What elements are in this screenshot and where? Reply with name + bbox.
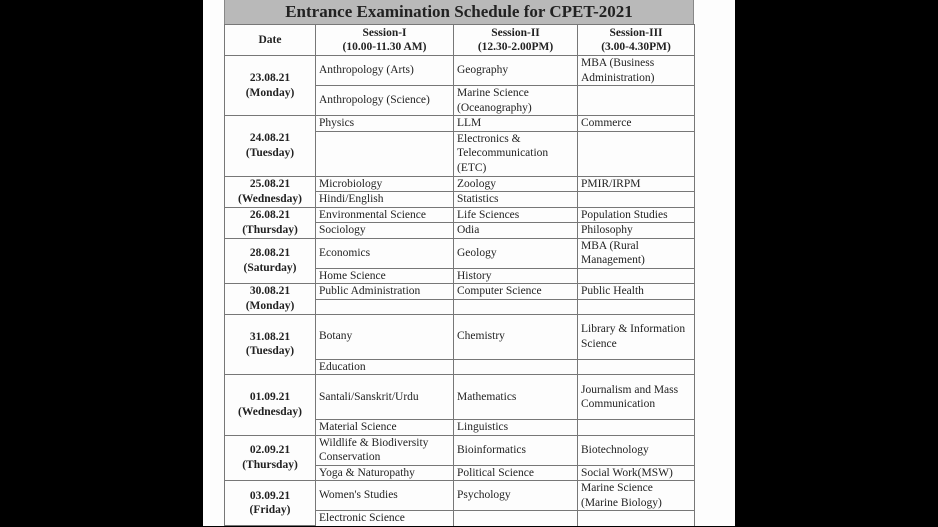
subject-cell-session-3: [578, 192, 695, 208]
date-cell: [225, 176, 316, 207]
exam-date: 02.09.21: [249, 444, 291, 457]
subject-cell-session-1: [316, 131, 454, 176]
header-session-2: [454, 25, 578, 56]
subject-cell-session-1: Santali/Sanskrit/Urdu: [316, 375, 454, 420]
table-row: [225, 314, 695, 359]
exam-weekday: (Monday): [245, 86, 295, 99]
subject-cell-session-2: LLM: [454, 116, 578, 132]
subject-cell-session-3: Social Work(MSW): [578, 465, 695, 481]
date-cell: [225, 284, 316, 315]
date-cell: [225, 481, 316, 526]
subject-cell-session-3: MBA (Rural Management): [578, 238, 695, 268]
subject-cell-session-3: Journalism and Mass Communication: [578, 375, 695, 420]
subject-cell-session-2: Statistics: [454, 192, 578, 208]
session-3-name: Session-III: [609, 27, 663, 39]
subject-cell-session-1: Microbiology: [316, 176, 454, 192]
subject-cell-session-1: Women's Studies: [316, 481, 454, 511]
table-row: [225, 375, 695, 420]
subject-cell-session-2: History: [454, 268, 578, 284]
exam-date: 26.08.21: [249, 209, 291, 221]
subject-cell-session-2: Electronics & Telecommunication (ETC): [454, 131, 578, 176]
table-row: [225, 238, 695, 268]
date-cell: [225, 435, 316, 481]
subject-cell-session-3: PMIR/IRPM: [578, 176, 695, 192]
subject-cell-session-1: Home Science: [316, 268, 454, 284]
exam-date: 30.08.21: [249, 285, 291, 298]
subject-cell-session-2: Marine Science (Oceanography): [454, 86, 578, 116]
subject-cell-session-3: MBA (Business Administration): [578, 56, 695, 86]
subject-cell-session-3: [578, 268, 695, 284]
subject-cell-session-1: Material Science: [316, 420, 454, 436]
subject-cell-session-1: Economics: [316, 238, 454, 268]
header-session-3: [578, 25, 695, 56]
subject-cell-session-3: Public Health: [578, 284, 695, 300]
subject-cell-session-3: Biotechnology: [578, 435, 695, 465]
header-date: Date: [225, 25, 316, 56]
exam-date: 31.08.21: [249, 330, 291, 343]
date-cell: [225, 238, 316, 284]
subject-cell-session-3: Philosophy: [578, 223, 695, 239]
subject-cell-session-2: [454, 359, 578, 375]
date-cell: [225, 314, 316, 375]
exam-date: 24.08.21: [249, 132, 291, 145]
subject-cell-session-2: Linguistics: [454, 420, 578, 436]
subject-cell-session-3: [578, 420, 695, 436]
document-page: [203, 0, 735, 526]
exam-date: 23.08.21: [249, 72, 291, 84]
subject-cell-session-3: [578, 131, 695, 176]
subject-cell-session-1: Environmental Science: [316, 207, 454, 223]
subject-cell-session-1: Public Administration: [316, 284, 454, 300]
subject-cell-session-1: Physics: [316, 116, 454, 132]
schedule-table: [224, 24, 695, 526]
session-2-time: (12.30-2.00PM): [477, 41, 554, 53]
subject-cell-session-2: Bioinformatics: [454, 435, 578, 465]
exam-weekday: (Wednesday): [238, 192, 302, 205]
subject-cell-session-2: Geography: [454, 56, 578, 86]
subject-cell-session-1: Hindi/English: [316, 192, 454, 208]
subject-cell-session-2: Geology: [454, 238, 578, 268]
exam-date: 28.08.21: [249, 247, 291, 260]
exam-weekday: (Monday): [245, 299, 295, 312]
exam-weekday: (Tuesday): [245, 146, 295, 159]
subject-cell-session-2: Psychology: [454, 481, 578, 511]
session-1-name: Session-I: [362, 27, 407, 39]
subject-cell-session-3: [578, 86, 695, 116]
table-row: [225, 435, 695, 465]
subject-cell-session-3: Library & Information Science: [578, 314, 695, 359]
subject-cell-session-2: Zoology: [454, 176, 578, 192]
exam-weekday: (Wednesday): [238, 405, 302, 418]
subject-cell-session-2: Chemistry: [454, 314, 578, 359]
subject-cell-session-2: Political Science: [454, 465, 578, 481]
subject-cell-session-2: Mathematics: [454, 375, 578, 420]
header-row: [225, 25, 695, 56]
subject-cell-session-3: [578, 359, 695, 375]
exam-weekday: (Tuesday): [245, 345, 295, 358]
document-title: Entrance Examination Schedule for CPET-2021: [224, 0, 694, 24]
subject-cell-session-3: [578, 299, 695, 314]
subject-cell-session-1: Sociology: [316, 223, 454, 239]
subject-cell-session-1: Education: [316, 359, 454, 375]
subject-cell-session-2: Computer Science: [454, 284, 578, 300]
table-row: [225, 116, 695, 132]
subject-cell-session-1: Botany: [316, 314, 454, 359]
exam-weekday: (Thursday): [242, 223, 298, 236]
subject-cell-session-3: Marine Science (Marine Biology): [578, 481, 695, 511]
subject-cell-session-2: [454, 511, 578, 526]
table-row: [225, 481, 695, 511]
table-row: [225, 207, 695, 223]
subject-cell-session-1: Anthropology (Science): [316, 86, 454, 116]
date-cell: [225, 56, 316, 116]
subject-cell-session-2: Life Sciences: [454, 207, 578, 223]
date-cell: [225, 207, 316, 238]
session-2-name: Session-II: [491, 27, 540, 39]
exam-date: 03.09.21: [249, 489, 291, 502]
subject-cell-session-1: Wildlife & Biodiversity Conservation: [316, 435, 454, 465]
date-cell: [225, 375, 316, 436]
exam-date: 25.08.21: [249, 178, 291, 190]
exam-weekday: (Saturday): [243, 261, 297, 274]
subject-cell-session-3: [578, 511, 695, 526]
subject-cell-session-1: Electronic Science: [316, 511, 454, 526]
header-session-1: [316, 25, 454, 56]
subject-cell-session-1: [316, 299, 454, 314]
exam-weekday: (Thursday): [242, 458, 298, 471]
session-1-time: (10.00-11.30 AM): [342, 41, 427, 53]
table-row: [225, 56, 695, 86]
subject-cell-session-2: Odia: [454, 223, 578, 239]
table-row: [225, 284, 695, 300]
subject-cell-session-1: Yoga & Naturopathy: [316, 465, 454, 481]
subject-cell-session-1: Anthropology (Arts): [316, 56, 454, 86]
date-cell: [225, 116, 316, 177]
subject-cell-session-3: Population Studies: [578, 207, 695, 223]
session-3-time: (3.00-4.30PM): [601, 41, 671, 53]
table-row: [225, 176, 695, 192]
exam-date: 01.09.21: [249, 391, 291, 404]
subject-cell-session-2: [454, 299, 578, 314]
exam-weekday: (Friday): [249, 504, 291, 516]
subject-cell-session-3: Commerce: [578, 116, 695, 132]
